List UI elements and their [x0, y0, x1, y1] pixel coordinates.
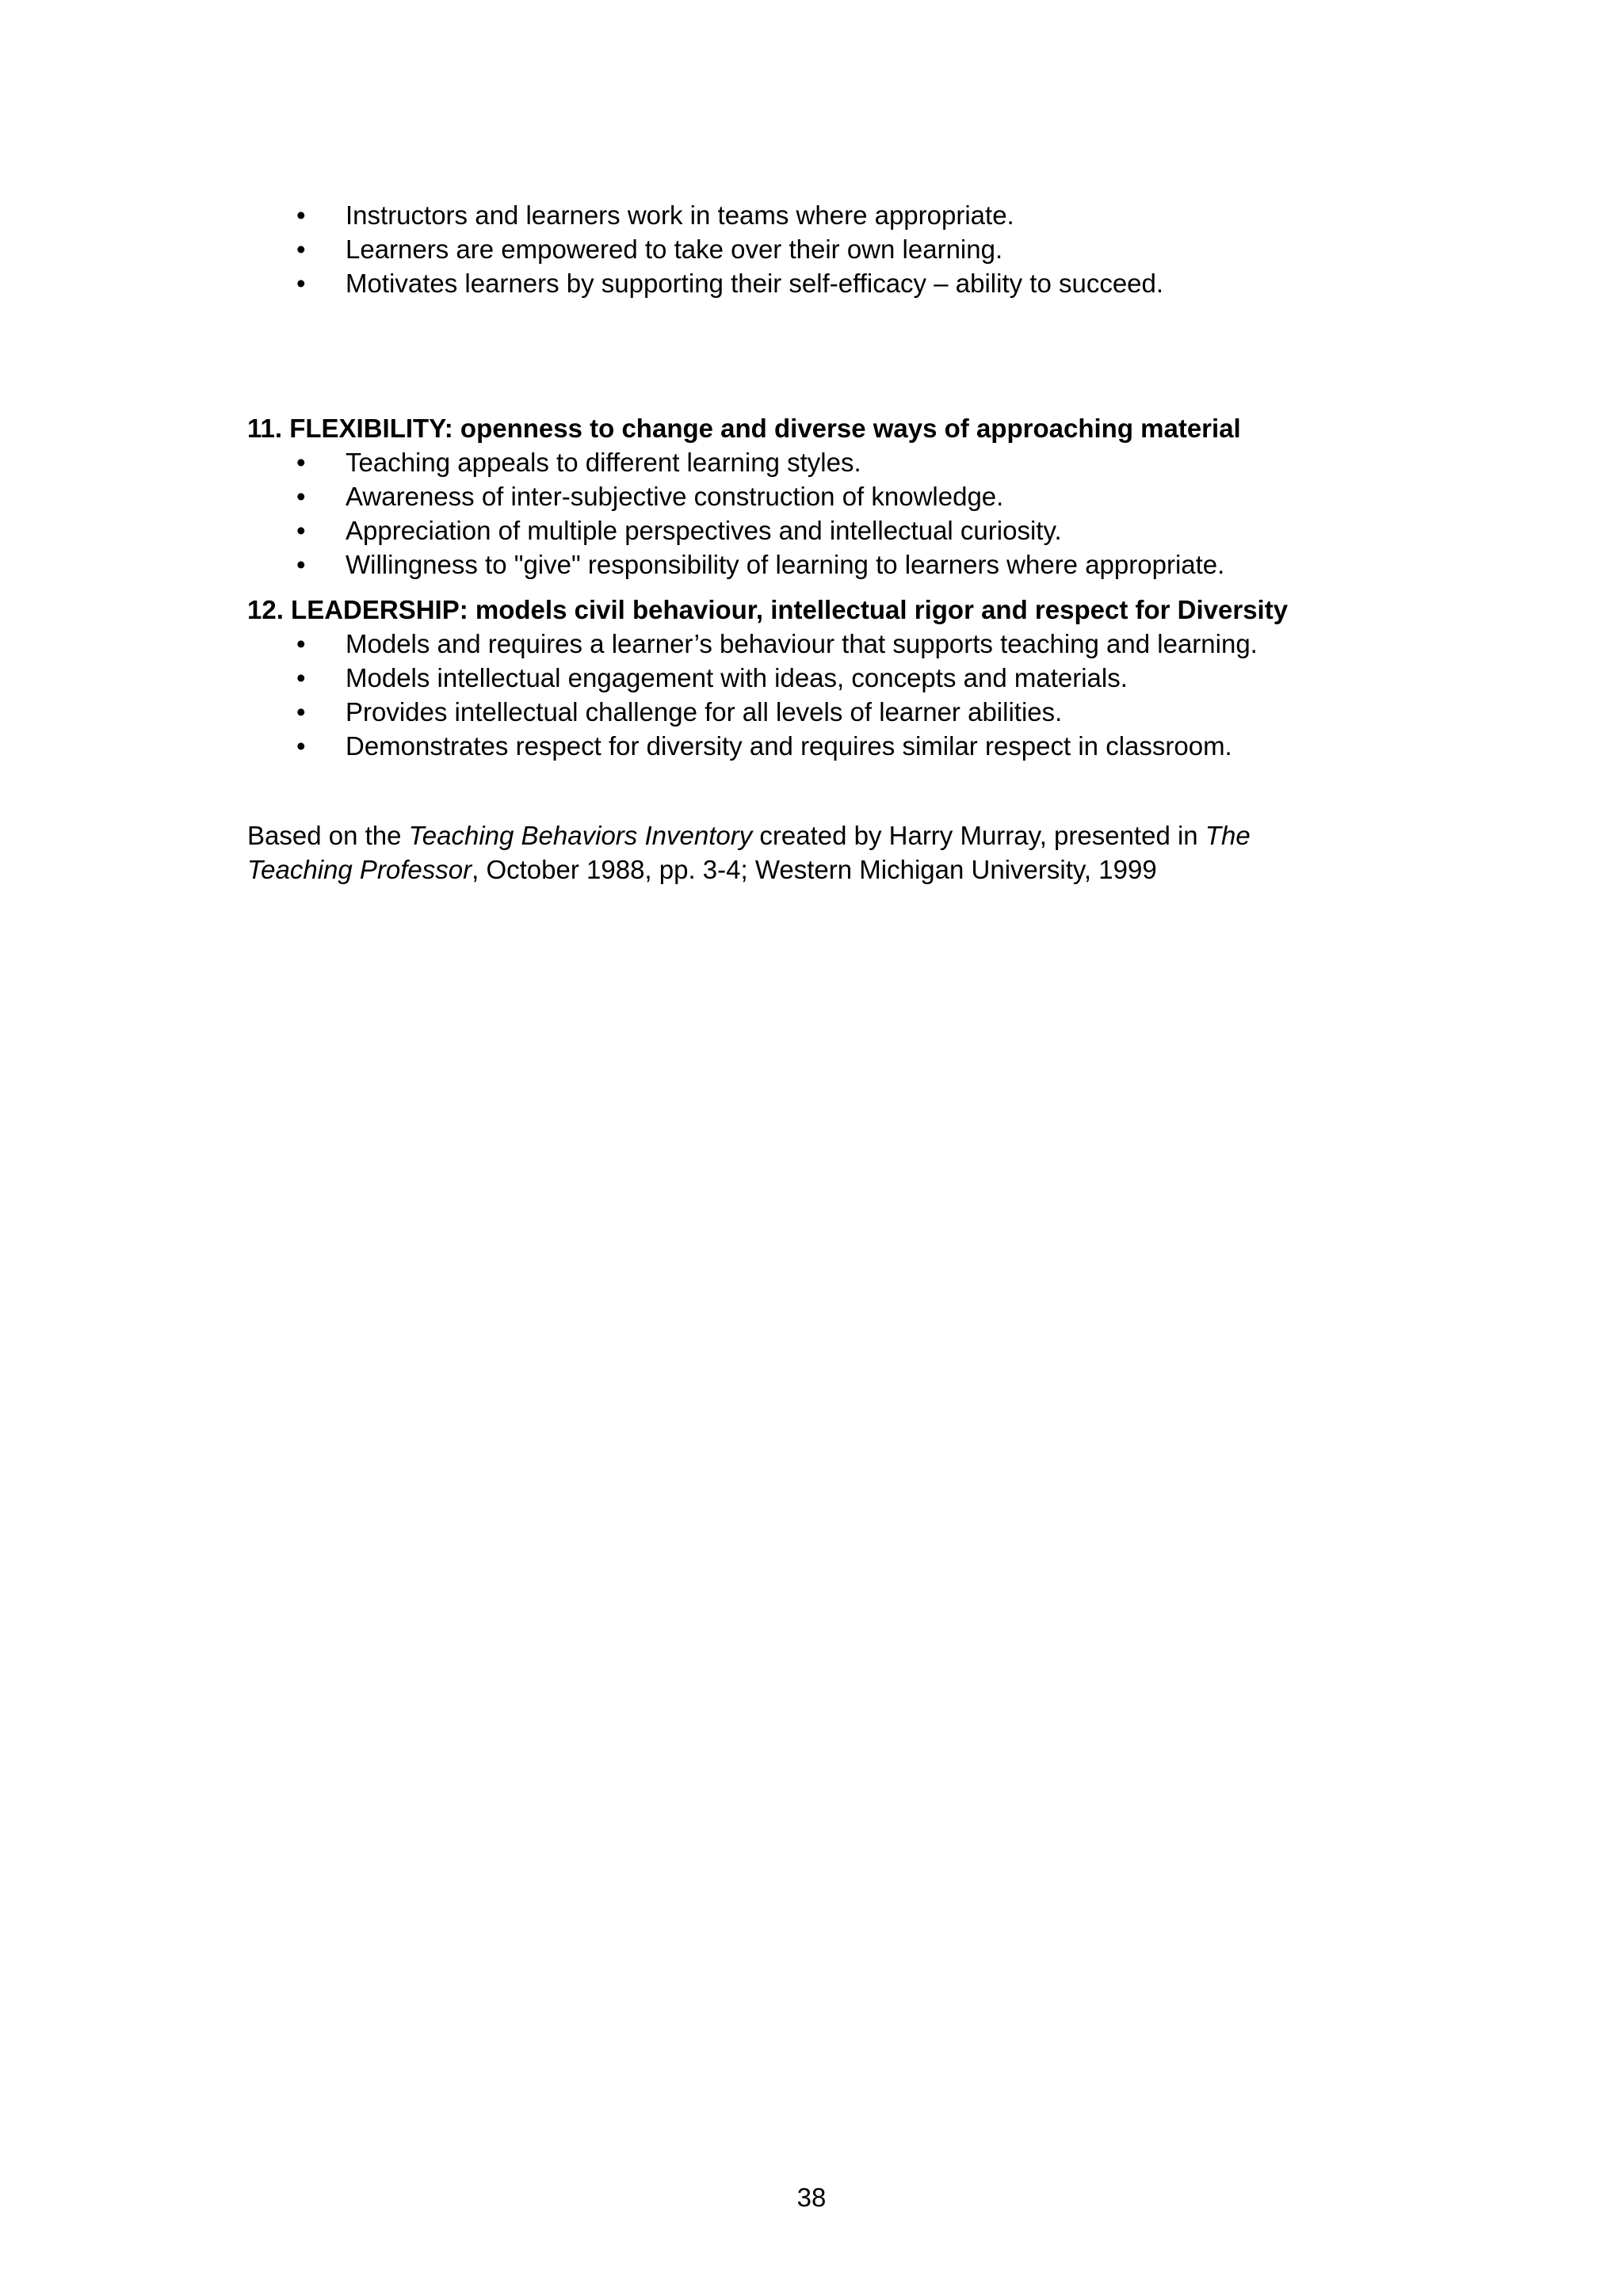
bullet-icon: •	[296, 731, 306, 761]
intro-bullet-list	[247, 198, 1404, 300]
list-item	[247, 627, 1404, 661]
list-item	[247, 695, 1404, 729]
list-item-text: Demonstrates respect for diversity and requires similar respect in classroom.	[346, 731, 1232, 761]
list-item	[247, 513, 1404, 547]
bullet-icon: •	[296, 482, 306, 511]
list-item-text: Models intellectual engagement with ideas, concepts and materials.	[346, 663, 1128, 692]
section-heading-leadership: 12. LEADERSHIP: models civil behaviour, intellectual rigor and respect for Diversity	[247, 595, 1289, 624]
list-item-text: Models and requires a learner’s behaviour that supports teaching and learning.	[346, 629, 1258, 658]
bullet-icon: •	[296, 269, 306, 298]
bullet-icon: •	[296, 663, 306, 692]
list-item-text: Willingness to "give" responsibility of learning to learners where appropriate.	[346, 550, 1225, 579]
list-item	[247, 661, 1404, 695]
list-item	[247, 729, 1404, 763]
citation-line-2	[247, 852, 1404, 887]
list-item	[247, 266, 1404, 300]
bullet-icon: •	[296, 200, 306, 230]
flexibility-bullet-list	[247, 445, 1404, 582]
list-item	[247, 445, 1404, 479]
page-content	[247, 198, 1404, 887]
list-item-text: Appreciation of multiple perspectives and intellectual curiosity.	[346, 516, 1062, 545]
citation-text: Based on the	[247, 821, 409, 850]
list-item	[247, 547, 1404, 582]
list-item-text: Motivates learners by supporting their self-efficacy – ability to succeed.	[346, 269, 1164, 298]
list-item-text: Teaching appeals to different learning styles.	[346, 448, 861, 477]
citation-text: , October 1988, pp. 3-4; Western Michigan University, 1999	[472, 855, 1157, 884]
citation-title: Teaching Professor	[247, 855, 472, 884]
bullet-icon: •	[296, 448, 306, 477]
citation-text: created by Harry Murray, presented in	[752, 821, 1205, 850]
list-item-text: Instructors and learners work in teams where appropriate.	[346, 200, 1014, 230]
list-item-text: Awareness of inter-subjective construction of knowledge.	[346, 482, 1004, 511]
bullet-icon: •	[296, 516, 306, 545]
list-item	[247, 232, 1404, 266]
list-item	[247, 479, 1404, 513]
citation-title: The	[1205, 821, 1251, 850]
bullet-icon: •	[296, 629, 306, 658]
list-item-text: Learners are empowered to take over their own learning.	[346, 235, 1003, 264]
citation-title: Teaching Behaviors Inventory	[408, 821, 753, 850]
bullet-icon: •	[296, 697, 306, 727]
list-item-text: Provides intellectual challenge for all levels of learner abilities.	[346, 697, 1063, 727]
section-heading-flexibility: 11. FLEXIBILITY: openness to change and diverse ways of approaching material	[247, 414, 1241, 443]
bullet-icon: •	[296, 235, 306, 264]
citation-line-1	[247, 818, 1404, 852]
page-number: 38	[796, 2183, 827, 2212]
leadership-bullet-list	[247, 627, 1404, 763]
citation	[247, 818, 1404, 887]
list-item	[247, 198, 1404, 232]
bullet-icon: •	[296, 550, 306, 579]
